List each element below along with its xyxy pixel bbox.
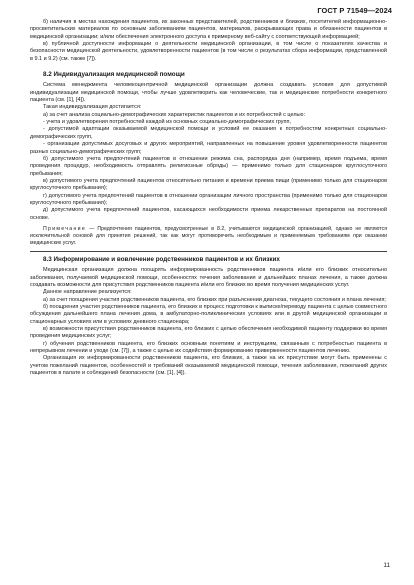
- list-item: в) допустимого учета предпочтений пациентов относительно питания и времени приема пищи (применимо только для стационаров круглосуточного пребывания);: [30, 177, 387, 192]
- note-label: Примечание: [43, 225, 87, 232]
- note-text: — Предпочтения пациентов, предусмотренные в 8.2, учитываются медицинской организацией, однако не являются исключительной основой для принятия решений, так как могут противоречить необходимым и применяемым требованиям при оказании медицинских услуг.: [30, 225, 387, 246]
- document-code: ГОСТ Р 71549—2024: [317, 6, 392, 15]
- section-heading: 8.3 Информирование и вовлечение родственников пациентов и их близких: [43, 255, 280, 263]
- page-number: 11: [383, 562, 390, 569]
- bullet-item: - учета и удовлетворения потребностей каждой из основных социально-демографических групп,: [43, 119, 291, 126]
- bullet-item: - допустимой адаптации оказываемой медицинской помощи и условий ее оказания к потребностям конкретных социально-демографических групп,: [30, 126, 387, 140]
- paragraph: Система менеджмента человекоцентричной медицинской организации должна создавать условия для допустимой индивидуализации медицинской помощи, чтобы лучше удовлетворить как человеческие, так и медицинские потребности конкретного пациента (см. [1], [4]).: [30, 82, 387, 104]
- list-item: г) допустимого учета предпочтений пациентов в отношении организации личного пространства (применимо только для стационаров круглосуточного пребывания);: [30, 192, 387, 206]
- paragraph: Данное направление реализуется:: [43, 289, 132, 296]
- list-item: д) допустимого учета предпочтений пациентов, касающихся необходимости приема лекарственных препаратов на постоянной основе.: [30, 207, 387, 221]
- list-item: а) за счет поощрения участия родственников пациента, его близких при разъяснении диагноза, текущего состояния и плана лечения;: [43, 296, 386, 303]
- page-body: [30, 19, 387, 377]
- list-item: в) возможности присутствия родственников пациента, его близких с целью обеспечения необходимой пациенту поддержки во время проведения медицинских услуг;: [30, 326, 387, 340]
- list-item: б) допустимого учета предпочтений пациентов в отношении режима сна, распорядка дня (например, время подъема, время проведения процедур, необходимость отправлять религиозные обряды) — применимо только для стационаров круглосуточного пребывания;: [30, 155, 387, 177]
- paragraph: Медицинская организация должна поощрять информированность родственников пациента и/или его близких относительно заболевания, получаемой медицинской помощи, особенностях течения заболевания и дальнейших планах лечения, а также должна создавать возможности для присутствия родственников пациента и/или его близких во время получения медицинских услуг.: [30, 267, 387, 288]
- paragraph: Такая индивидуализация достигается:: [43, 104, 142, 111]
- list-item: а) за счет анализа социально-демографических характеристик пациентов и их потребностей с целью:: [43, 111, 306, 118]
- section-heading: 8.2 Индивидуализация медицинской помощи: [43, 71, 185, 79]
- list-item: г) обучения родственников пациента, его близких основным понятиям и инструкциям, связанным с потребностью пациента в непрерывном лечении и уходе (см. [7]), а также с целью их содействия формированию приверженности пациентов лечению.: [30, 340, 387, 355]
- divider: [30, 251, 387, 252]
- bullet-item: - организации допустимых досуговых и других мероприятий, направленных на повышение уровня удовлетворенности пациентов разных социально-демографических групп;: [30, 141, 387, 155]
- paragraph: Организация их информированности родственников пациента, его близких, а также на их присутствие могут быть применены с учетом пожеланий пациентов, особенностей и требований оказываемой медицинской помощи, течения заболевания, пожеланий других пациентов в палате и соблюдений безопасности (см. [1], [4]).: [30, 355, 387, 377]
- list-item: в) публичной доступности информации о деятельности медицинской организации, в том числе о показателях качества и безопасности медицинской деятельности, удовлетворенности пациентов (в том числе о результатах сбора информации, представленной в 9.1 и 9.2) (см. также [7]).: [30, 41, 387, 62]
- list-item: б) наличия в местах нахождения пациентов, их законных представителей, родственников и близких, посетителей информационно-просветительских материалов по основным заболеваниям пациентов, материалов, раскрывающих права и обязанности пациентов в медицинской организации; и/или обеспечения электронного доступа к примерному веб-сайту с соответствующей информацией;: [30, 19, 387, 40]
- list-item: б) поощрения участия родственников пациента, его близких в процесс подготовки к выписке/переводу пациента с целью совместного обсуждения дальнейшего плана лечения дома, в амбулаторно-поликлинических условиях или в другой медицинской организации в стационарных условиях или в условиях дневного стационара;: [30, 304, 387, 325]
- note: [30, 226, 387, 247]
